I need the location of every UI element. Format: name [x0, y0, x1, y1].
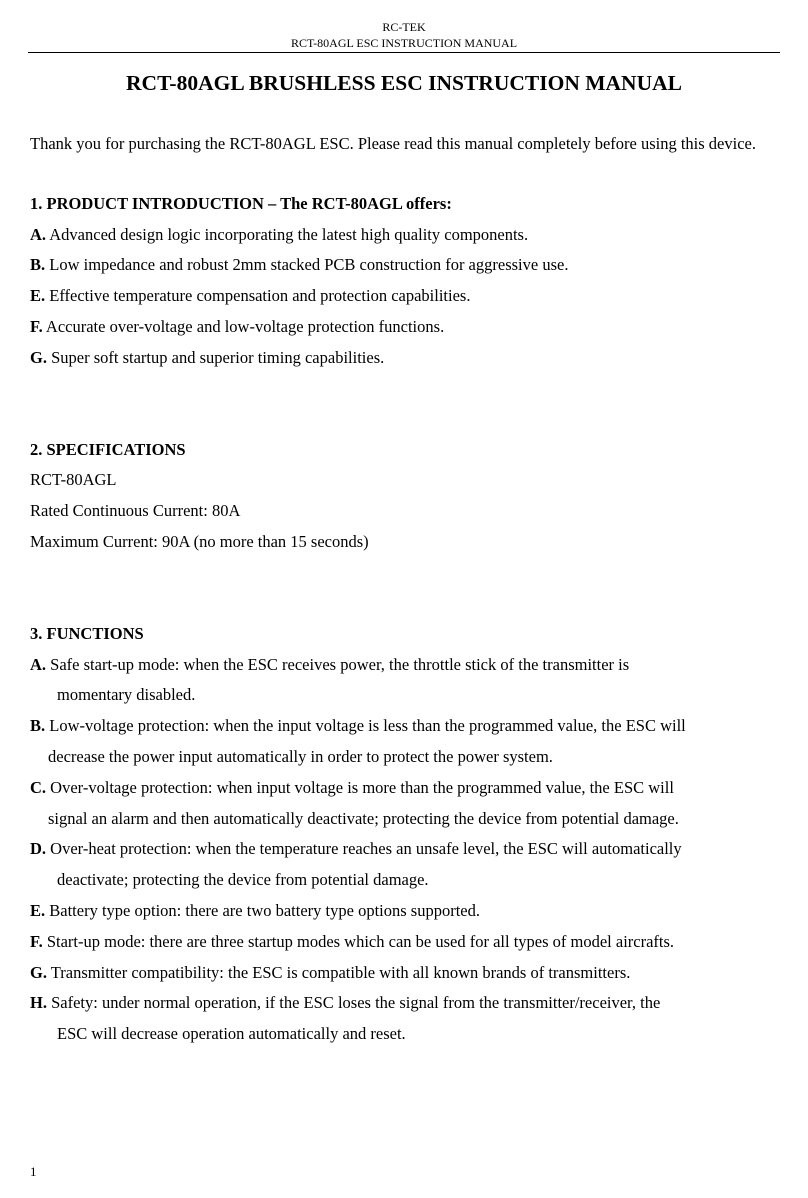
- list-item-continuation: deactivate; protecting the device from potential damage.: [57, 870, 429, 890]
- list-item-continuation: decrease the power input automatically in order to protect the power system.: [48, 746, 553, 766]
- page-header: [0, 19, 808, 51]
- list-item: D. Over-heat protection: when the temperature reaches an unsafe level, the ESC will automatically: [30, 839, 682, 859]
- page-number: 1: [30, 1164, 37, 1179]
- list-item-continuation: momentary disabled.: [57, 685, 196, 705]
- spec-line: Rated Continuous Current: 80A: [30, 501, 241, 521]
- list-item-continuation: signal an alarm and then automatically deactivate; protecting the device from potential damage.: [48, 808, 679, 828]
- list-item: B. Low-voltage protection: when the input voltage is less than the programmed value, the ESC will: [30, 716, 686, 736]
- list-item: F. Start-up mode: there are three startup modes which can be used for all types of model aircrafts.: [30, 931, 675, 951]
- header-manual-title: RCT-80AGL ESC INSTRUCTION MANUAL: [290, 36, 518, 50]
- list-item: A. Safe start-up mode: when the ESC receives power, the throttle stick of the transmitter is: [30, 654, 630, 674]
- list-item: C. Over-voltage protection: when input voltage is more than the programmed value, the ESC will: [30, 777, 674, 797]
- list-item: A. Advanced design logic incorporating the latest high quality components.: [30, 224, 529, 244]
- spec-line: RCT-80AGL: [30, 470, 117, 490]
- intro-paragraph: Thank you for purchasing the RCT-80AGL ESC. Please read this manual completely before using this device.: [30, 134, 756, 153]
- spec-line: Maximum Current: 90A (no more than 15 seconds): [30, 531, 369, 551]
- section3-heading: 3. FUNCTIONS: [30, 623, 144, 643]
- list-item-continuation: ESC will decrease operation automatically and reset.: [57, 1024, 406, 1044]
- document-title: RCT-80AGL BRUSHLESS ESC INSTRUCTION MANUAL: [126, 71, 682, 95]
- document-body: [30, 129, 790, 1050]
- section2-heading: 2. SPECIFICATIONS: [30, 439, 186, 459]
- list-item: F. Accurate over-voltage and low-voltage protection functions.: [30, 316, 445, 336]
- list-item: B. Low impedance and robust 2mm stacked PCB construction for aggressive use.: [30, 255, 569, 275]
- list-item: E. Effective temperature compensation and protection capabilities.: [30, 286, 471, 306]
- list-item: G. Super soft startup and superior timing capabilities.: [30, 347, 385, 367]
- list-item: H. Safety: under normal operation, if the ESC loses the signal from the transmitter/receiver, the: [30, 993, 661, 1013]
- header-rule: [28, 52, 780, 53]
- header-company: RC-TEK: [382, 20, 426, 34]
- section1-heading: 1. PRODUCT INTRODUCTION – The RCT-80AGL offers:: [30, 193, 452, 213]
- list-item: E. Battery type option: there are two battery type options supported.: [30, 900, 480, 920]
- list-item: G. Transmitter compatibility: the ESC is compatible with all known brands of transmitters.: [30, 962, 631, 982]
